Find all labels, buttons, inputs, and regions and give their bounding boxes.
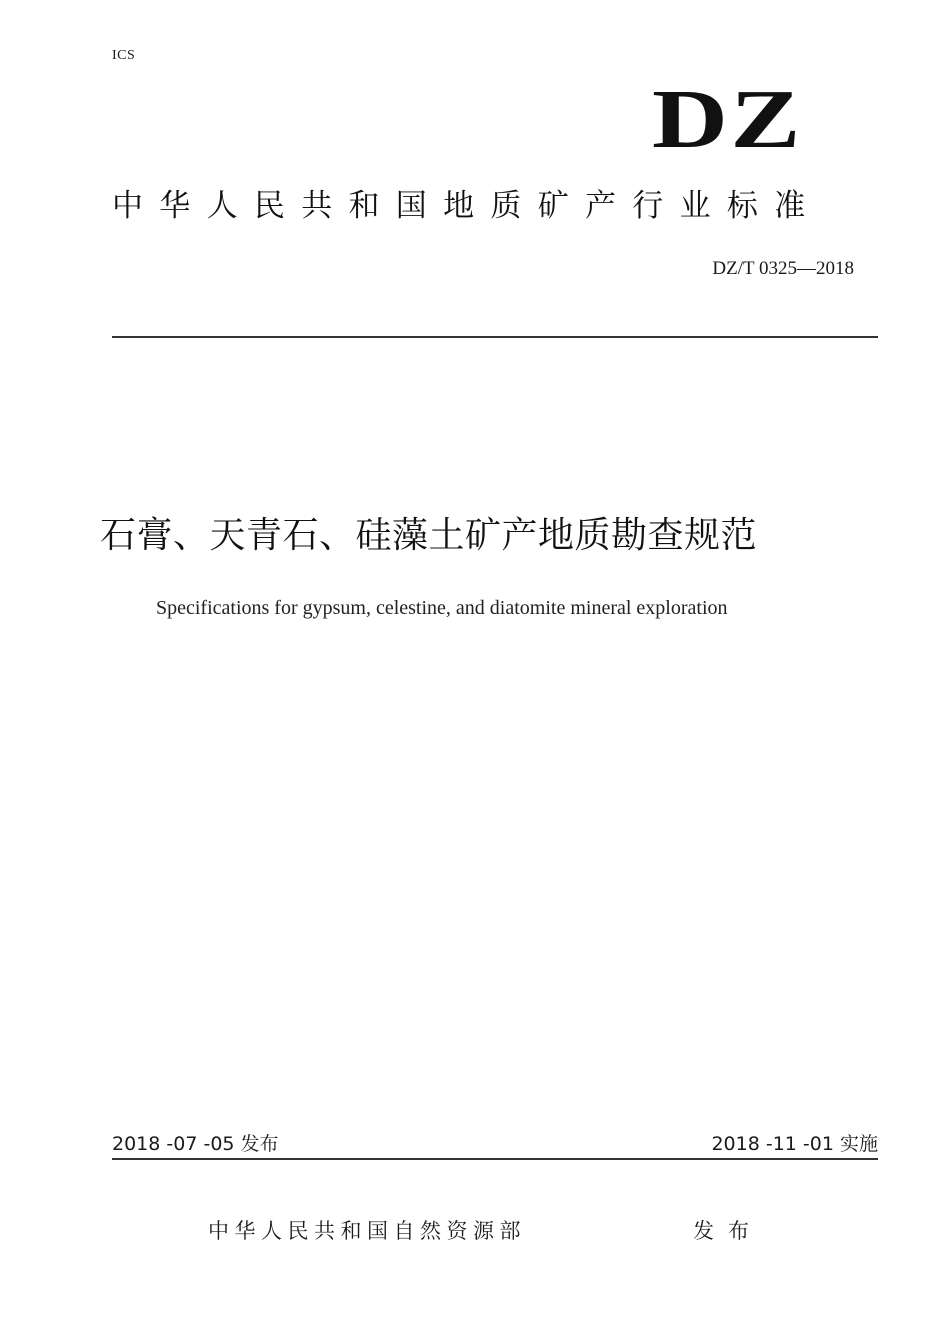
standard-number: DZ/T 0325—2018 — [712, 258, 854, 279]
bottom-divider — [112, 1158, 878, 1160]
ics-label: ICS — [112, 48, 136, 63]
dz-logo: DZ — [652, 73, 803, 166]
chinese-title: 石膏、天青石、硅藻土矿产地质勘查规范 — [100, 515, 758, 556]
release-date: 2018 -07 -05 发布 — [112, 1133, 279, 1155]
issue-label: 发布 — [693, 1219, 763, 1243]
implementation-date: 2018 -11 -01 实施 — [711, 1133, 878, 1155]
issuing-authority: 中华人民共和国自然资源部 — [208, 1219, 526, 1243]
industry-standard-title: 中华人民共和国地质矿产行业标准 — [112, 188, 822, 224]
top-divider — [112, 336, 878, 338]
english-title: Specifications for gypsum, celestine, and diatomite mineral exploration — [156, 597, 728, 619]
